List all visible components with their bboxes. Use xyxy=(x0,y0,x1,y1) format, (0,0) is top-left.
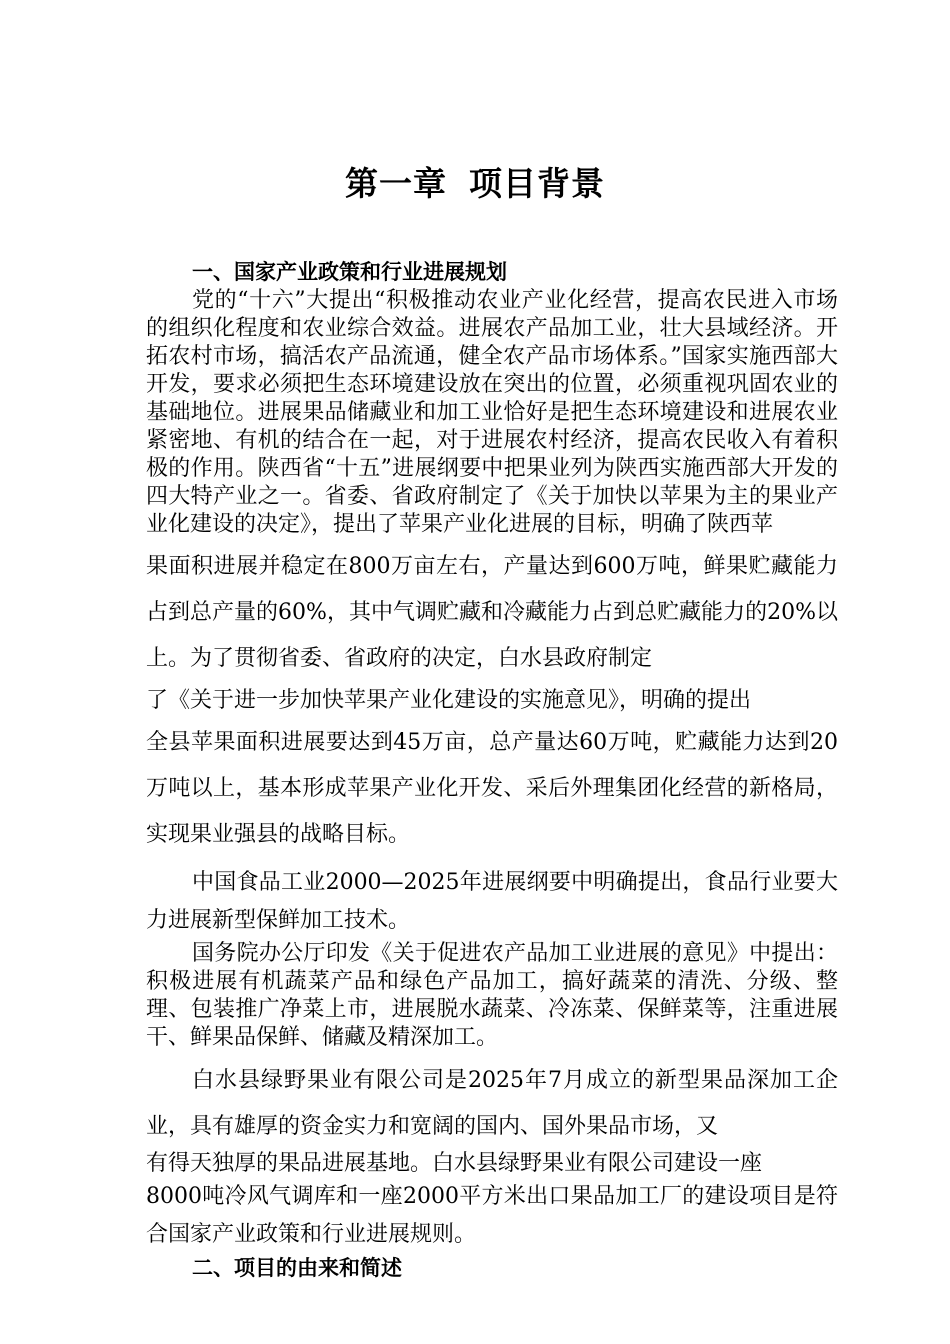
paragraph-1c: 了《关于进一步加快苹果产业化建设的实施意见》，明确的提出 xyxy=(146,688,752,713)
paragraph-4b: 有得天独厚的果品进展基地。白水县绿野果业有限公司建设一座 xyxy=(146,1151,763,1176)
section-heading-1: 一、国家产业政策和行业进展规划 xyxy=(192,260,507,284)
paragraph-3: 国务院办公厅印发《关于促进农产品加工业进展的意见》中提出：积极进展有机蔬菜产品和绿色产品加工，搞好蔬菜的清洗、分级、整理、包装推广净菜上市，进展脱水蔬菜、冷冻菜、保鲜菜等，注重进展干、鲜果品保鲜、储藏及精深加工。 xyxy=(146,941,838,1050)
paragraph-2: 中国食品工业2000—2025年进展纲要中明确提出，食品行业要大力进展新型保鲜加工技术。 xyxy=(146,870,838,933)
chapter-name: 项目背景 xyxy=(469,164,605,203)
paragraph-1d: 全县苹果面积进展要达到45万亩，总产量达60万吨，贮藏能力达到20万吨以上，基本形成苹果产业化开发、采后外理集团化经营的新格局，实现果业强县的战略目标。 xyxy=(146,730,838,847)
chapter-title xyxy=(0,160,950,208)
paragraph-1a: 党的“十六”大提出“积极推动农业产业化经营，提高农民进入市场的组织化程度和农业综合效益。进展农产品加工业，壮大县域经济。开拓农村市场，搞活农产品流通，健全农产品市场体系。”国家实施西部大开发，要求必须把生态环境建设放在突出的位置，必须重视巩固农业的基础地位。进展果品储藏业和加工业恰好是把生态环境建设和进展农业紧密地、有机的结合在一起，对于进展农村经济，提高农民收入有着积极的作用。陕西省“十五”进展纲要中把果业列为陕西实施西部大开发的四大特产业之一。省委、省政府制定了《关于加快以苹果为主的果业产业化建设的决定》，提出了苹果产业化进展的目标，明确了陕西苹 xyxy=(146,288,838,537)
paragraph-4a: 白水县绿野果业有限公司是2025年7月成立的新型果品深加工企业，具有雄厚的资金实力和宽阔的国内、国外果品市场，又 xyxy=(146,1068,838,1139)
paragraph-1b: 果面积进展并稳定在800万亩左右，产量达到600万吨，鲜果贮藏能力占到总产量的60%，其中气调贮藏和冷藏能力占到总贮藏能力的20%以上。为了贯彻省委、省政府的决定，白水县政府制定 xyxy=(146,554,838,671)
chapter-number: 第一章 xyxy=(345,164,447,203)
paragraph-4c: 8000吨冷风气调库和一座2000平方米出口果品加工厂的建设项目是符合国家产业政策和行业进展规则。 xyxy=(146,1184,838,1247)
section-heading-2: 二、项目的由来和简述 xyxy=(192,1256,402,1280)
document-body xyxy=(146,258,838,1283)
